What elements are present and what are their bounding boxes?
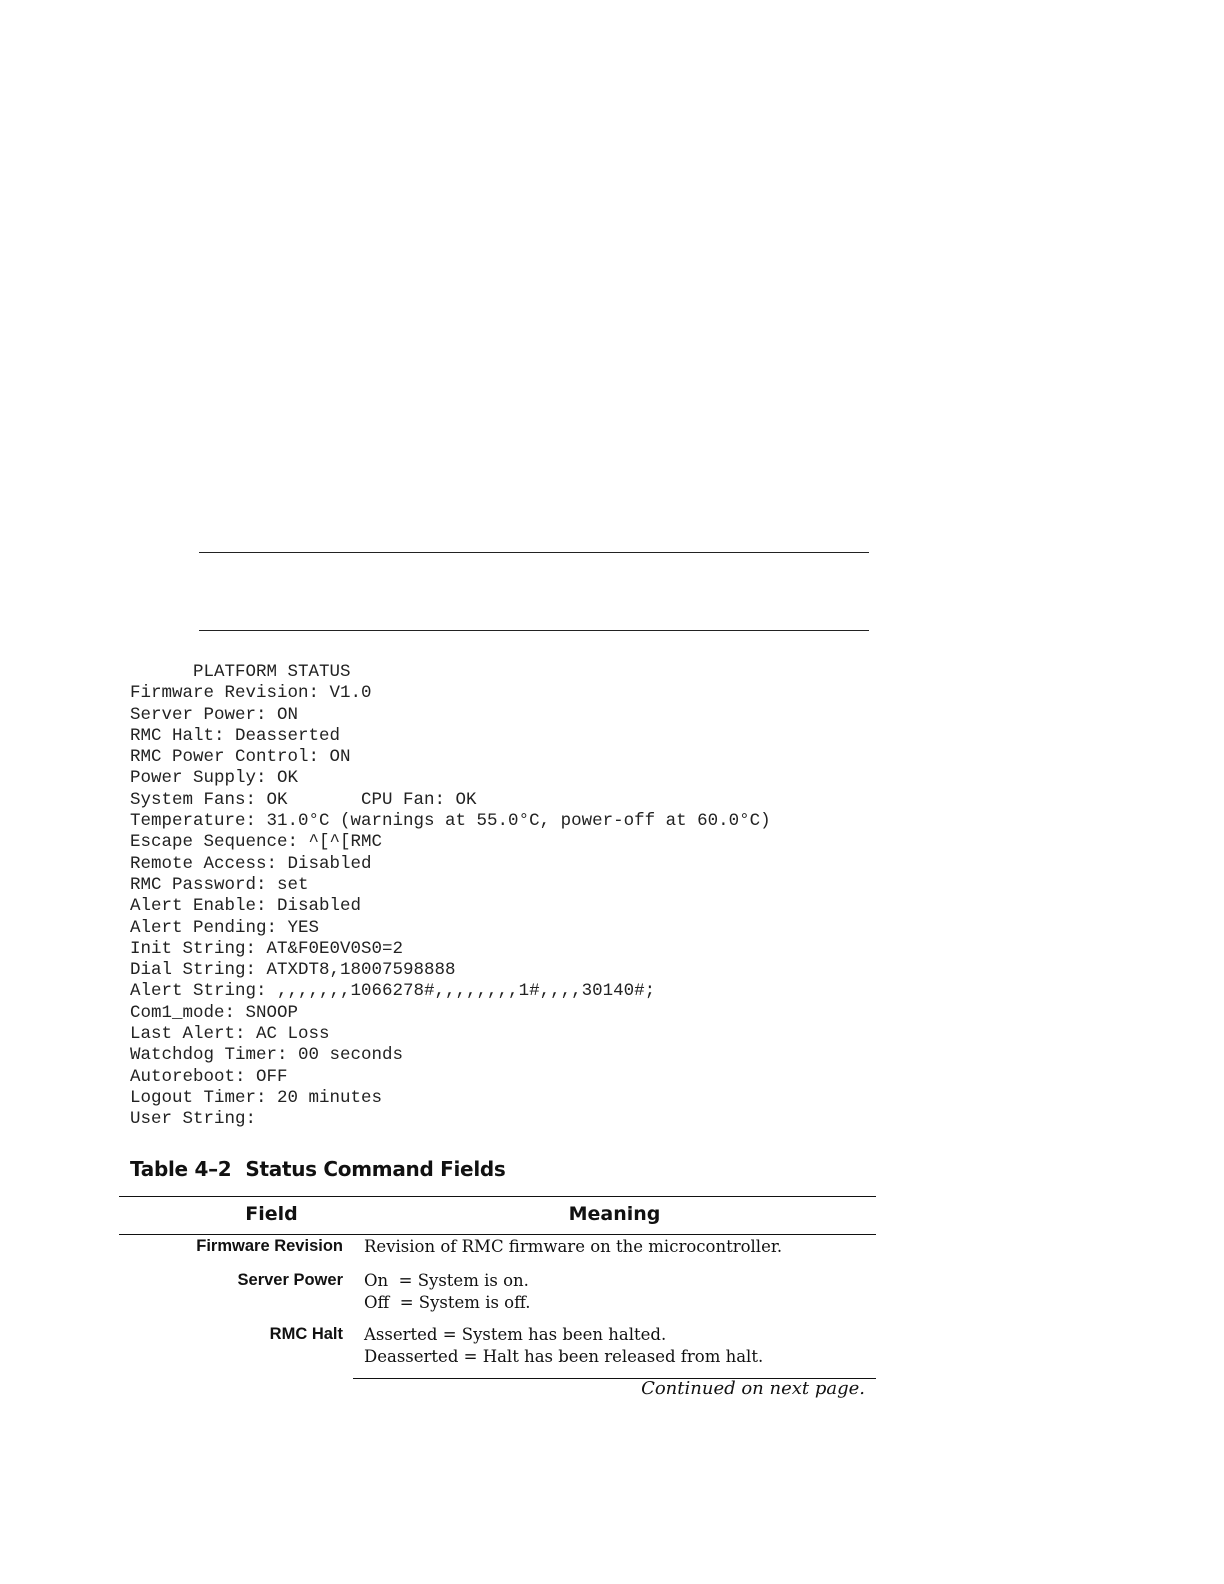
top-divider: [199, 552, 869, 553]
console-line: Com1_mode: SNOOP: [130, 1002, 299, 1023]
bottom-divider: [199, 630, 869, 631]
console-line: Watchdog Timer: 00 seconds: [130, 1045, 404, 1066]
field-meaning: [364, 1270, 876, 1313]
console-line: Remote Access: Disabled: [130, 853, 372, 874]
console-line: PLATFORM STATUS: [130, 662, 351, 682]
meaning-line: Asserted = System has been halted.: [364, 1325, 667, 1344]
console-line: Alert String: ,,,,,,,1066278#,,,,,,,,1#,,,,30140#;: [130, 981, 656, 1002]
field-name: Firmware Revision: [196, 1237, 343, 1255]
field-name: Server Power: [237, 1271, 343, 1289]
console-line: Logout Timer: 20 minutes: [130, 1087, 383, 1108]
console-line: Dial String: ATXDT8,18007598888: [130, 960, 456, 981]
console-line: System Fans: OK CPU Fan: OK: [130, 789, 477, 810]
console-line: User String:: [130, 1109, 257, 1130]
meaning-line: Deasserted = Halt has been released from halt.: [364, 1346, 764, 1366]
console-line: Init String: AT&F0E0V0S0=2: [130, 938, 404, 959]
column-header-field: Field: [245, 1203, 298, 1225]
console-line: Alert Enable: Disabled: [130, 896, 362, 917]
console-line: Escape Sequence: ^[^[RMC: [130, 832, 383, 853]
console-line: Last Alert: AC Loss: [130, 1024, 330, 1045]
field-name: RMC Halt: [269, 1325, 343, 1343]
table-caption: Status Command Fields: [245, 1157, 506, 1181]
console-line: Firmware Revision: V1.0: [130, 683, 372, 704]
meaning-line: On = System is on.: [364, 1271, 529, 1290]
console-line: RMC Power Control: ON: [130, 747, 351, 768]
field-meaning: [364, 1236, 876, 1258]
column-header-meaning: Meaning: [568, 1203, 661, 1225]
table-title: [130, 1157, 506, 1181]
console-line: Power Supply: OK: [130, 768, 299, 789]
console-line: Alert Pending: YES: [130, 917, 320, 938]
platform-status-output: [130, 662, 771, 1131]
table-number: Table 4–2: [130, 1157, 232, 1181]
console-line: RMC Halt: Deasserted: [130, 725, 341, 746]
table-header-rule: [119, 1234, 876, 1235]
console-line: Server Power: ON: [130, 704, 299, 725]
meaning-line: Revision of RMC firmware on the microcontroller.: [364, 1237, 783, 1256]
console-line: Temperature: 31.0°C (warnings at 55.0°C, power-off at 60.0°C): [130, 811, 771, 832]
console-line: RMC Password: set: [130, 874, 309, 895]
meaning-line: Off = System is off.: [364, 1292, 531, 1312]
continued-note: Continued on next page.: [641, 1378, 865, 1399]
table-top-rule: [119, 1196, 876, 1197]
field-meaning: [364, 1324, 876, 1367]
console-line: Autoreboot: OFF: [130, 1066, 288, 1087]
